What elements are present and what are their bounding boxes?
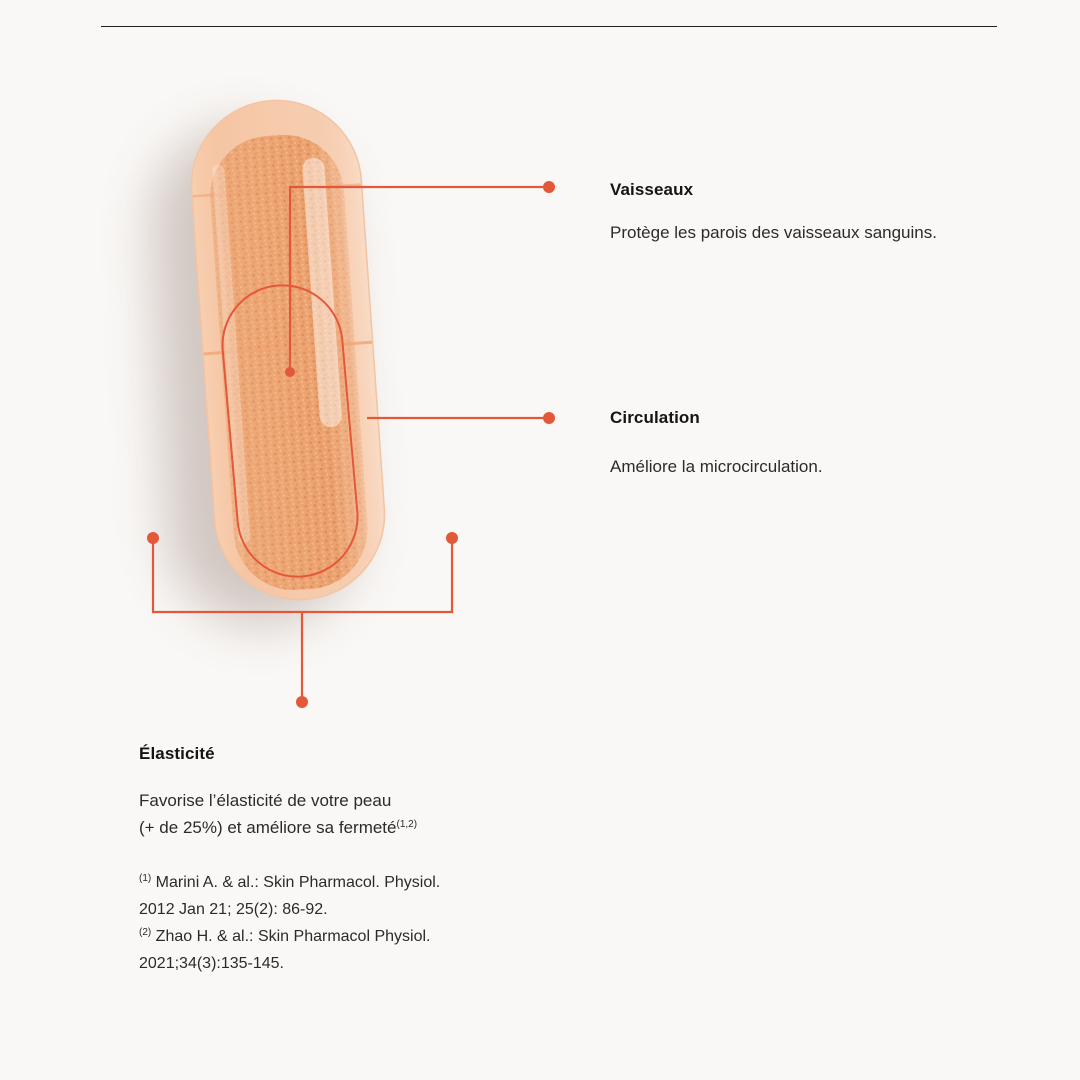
callout-dot-icon (296, 696, 308, 708)
reference-line: 2021;34(3):135-145. (139, 955, 284, 972)
callout-dot-icon (543, 181, 555, 193)
reference-line: 2012 Jan 21; 25(2): 86-92. (139, 901, 328, 918)
callout-dot-icon (446, 532, 458, 544)
reference-line: Zhao H. & al.: Skin Pharmacol Physiol. (151, 928, 431, 945)
references (139, 869, 440, 977)
reference-item (139, 923, 440, 977)
callout-dot-icon (147, 532, 159, 544)
callout-dot-icon (543, 412, 555, 424)
elasticite-text (139, 787, 417, 841)
elasticite-title: Élasticité (139, 744, 215, 763)
elasticite-text-line1: Favorise l’élasticité de votre peau (139, 791, 392, 810)
vaisseaux-text: Protège les parois des vaisseaux sanguins. (610, 223, 937, 242)
vaisseaux-title: Vaisseaux (610, 180, 694, 199)
circulation-title: Circulation (610, 408, 700, 427)
reference-item (139, 869, 440, 923)
elasticite-footnote-marker: (1,2) (396, 819, 418, 830)
callout-dot-icon (285, 367, 295, 377)
reference-marker: (2) (139, 927, 152, 938)
reference-marker: (1) (139, 873, 152, 884)
circulation-text: Améliore la microcirculation. (610, 457, 823, 476)
reference-line: Marini A. & al.: Skin Pharmacol. Physiol. (151, 874, 441, 891)
elasticite-text-line2: (+ de 25%) et améliore sa fermeté (139, 818, 397, 837)
capsule-image (186, 95, 390, 606)
